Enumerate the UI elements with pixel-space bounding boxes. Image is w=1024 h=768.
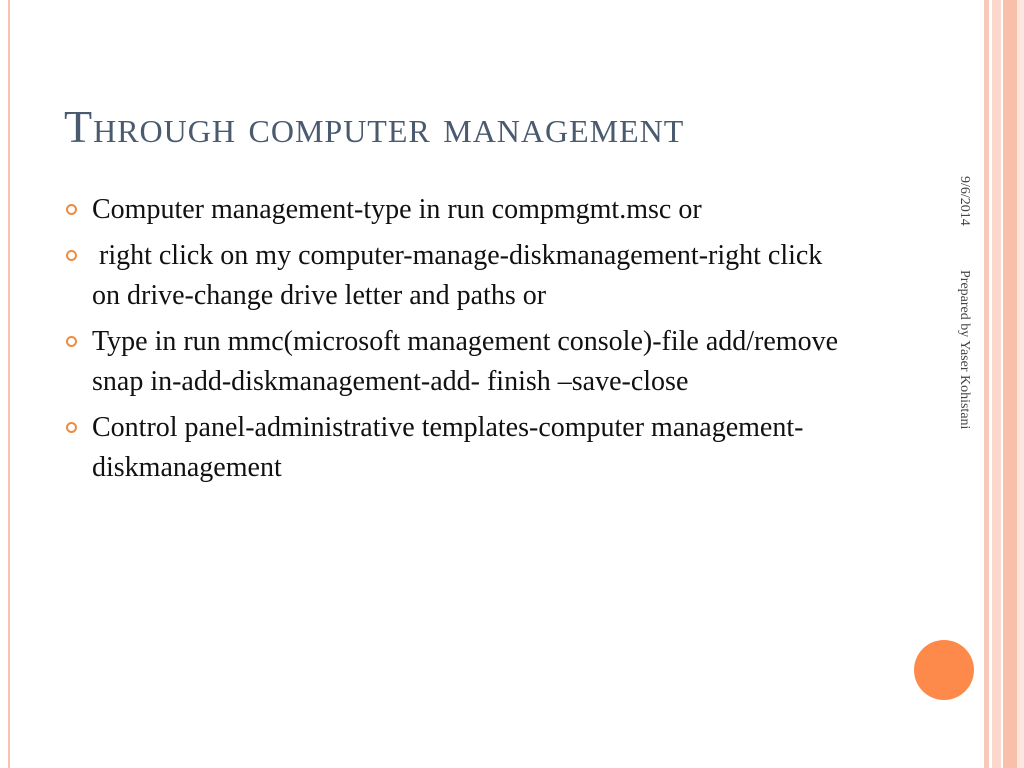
bullet-item [64,236,844,316]
bullet-text: Control panel-administrative templates-computer management-diskmanagement [92,412,804,483]
right-stripe [1003,0,1017,768]
bullet-icon [66,204,77,215]
bullet-icon [66,422,77,433]
bullet-list [64,190,844,494]
bullet-text: Type in run mmc(microsoft management console)-file add/remove snap in-add-diskmanagement-add- finish –save-close [92,326,839,397]
slide-date: 9/6/2014 [957,176,972,226]
right-stripe [1017,0,1024,768]
bullet-icon [66,336,77,347]
bullet-item [64,408,844,488]
bullet-item [64,190,844,230]
bullet-text: Computer management-type in run compmgmt.msc or [92,194,702,225]
bullet-text: right click on my computer-manage-diskmanagement-right click on drive-change drive letter and paths or [92,240,830,311]
slide-title: Through computer management [64,101,685,152]
right-stripe [992,0,1001,768]
bullet-item [64,322,844,402]
bullet-icon [66,250,77,261]
left-border-rule [8,0,10,768]
slide-author: Prepared by Yaser Kohistani [957,270,972,430]
orange-circle-decoration [914,640,974,700]
